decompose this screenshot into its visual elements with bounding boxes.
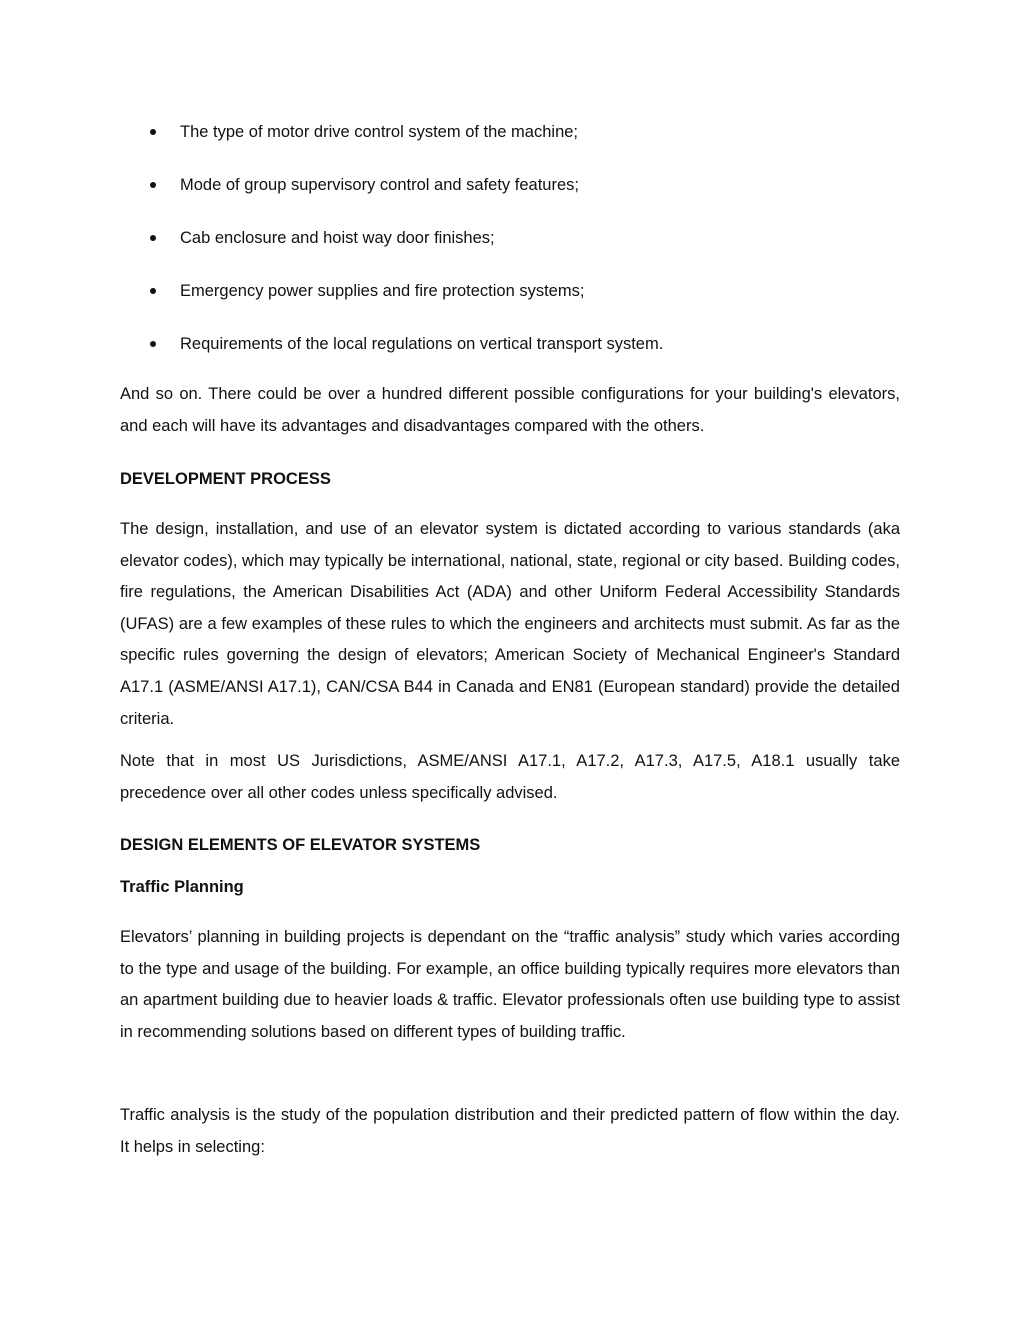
paragraph-traffic-analysis: Traffic analysis is the study of the population distribution and their predicted pattern of flow within the day. It helps in selecting: — [120, 1106, 900, 1156]
bullet-icon — [150, 235, 156, 241]
bullet-icon — [150, 129, 156, 135]
bullet-icon — [150, 341, 156, 347]
list-item-text: Emergency power supplies and fire protection systems; — [180, 282, 585, 300]
bullet-icon — [150, 182, 156, 188]
list-item-text: Cab enclosure and hoist way door finishes; — [180, 229, 495, 247]
heading-development-process: DEVELOPMENT PROCESS — [120, 470, 331, 488]
bullet-icon — [150, 288, 156, 294]
paragraph-planning: Elevators’ planning in building projects is dependant on the “traffic analysis” study which varies according to the type and usage of the building. For example, an office building typically requires more elevators than an apartment building due to heavier loads & traffic. Elevator professionals often use building type to assist in recommending solutions based on different types of building traffic. — [120, 928, 900, 1041]
list-item-text: Requirements of the local regulations on vertical transport system. — [180, 335, 664, 353]
paragraph-design-installation: The design, installation, and use of an elevator system is dictated according to various standards (aka elevator codes), which may typically be international, national, state, regional or city based. Building codes, fire regulations, the American Disabilities Act (ADA) and other Uniform Federal Accessibility Standards (UFAS) are a few examples of these rules to which the engineers and architects must submit. As far as the specific rules governing the design of elevators; American Society of Mechanical Engineer's Standard A17.1 (ASME/ANSI A17.1), CAN/CSA B44 in Canada and EN81 (European standard) provide the detailed criteria. — [120, 520, 900, 728]
list-item-text: The type of motor drive control system of the machine; — [180, 123, 579, 141]
subheading-traffic-planning: Traffic Planning — [120, 878, 244, 896]
heading-design-elements: DESIGN ELEMENTS OF ELEVATOR SYSTEMS — [120, 836, 481, 854]
list-item-text: Mode of group supervisory control and safety features; — [180, 176, 579, 194]
paragraph-note: Note that in most US Jurisdictions, ASME/ANSI A17.1, A17.2, A17.3, A17.5, A18.1 usually take precedence over all other codes unless specifically advised. — [120, 752, 900, 802]
paragraph-and-so-on: And so on. There could be over a hundred different possible configurations for your building's elevators, and each will have its advantages and disadvantages compared with the others. — [120, 385, 900, 435]
